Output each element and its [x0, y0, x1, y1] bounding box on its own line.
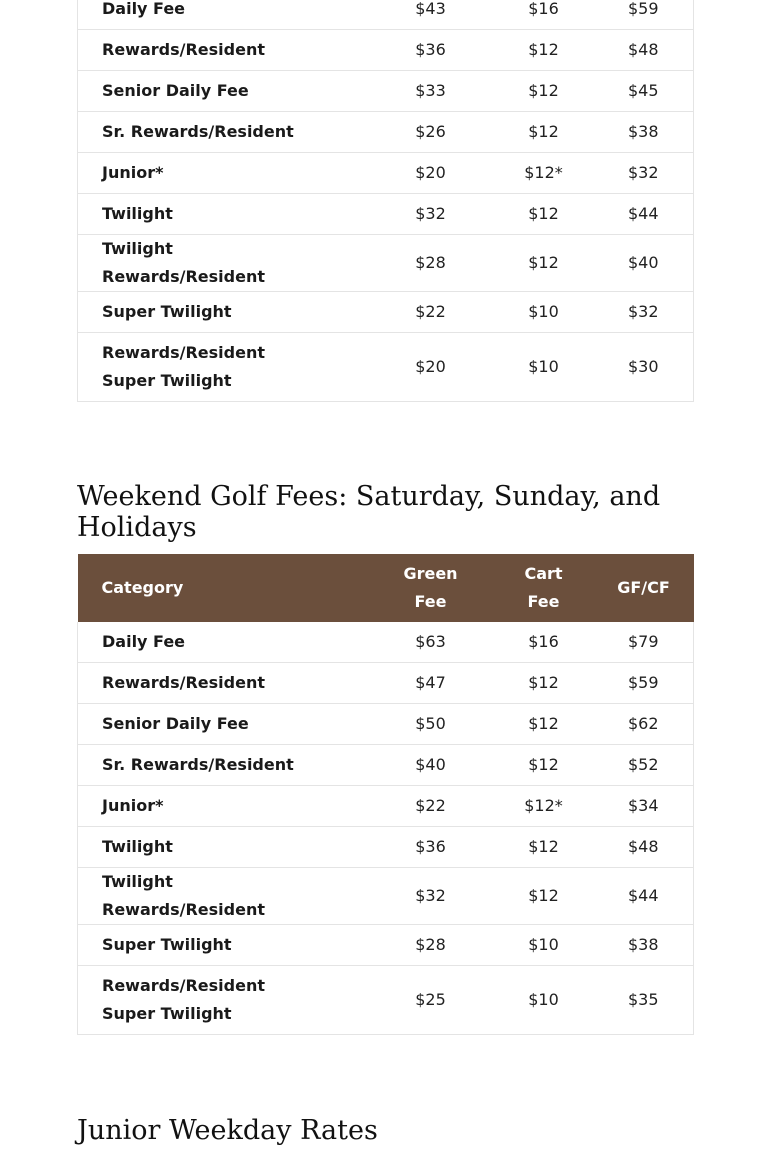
weekend-section-title: Weekend Golf Fees: Saturday, Sunday, and Holidays: [77, 481, 661, 543]
category-cell: [78, 827, 368, 868]
header-green-fee: Green Fee: [403, 564, 458, 611]
category-label: Sr. Rewards/Resident: [102, 122, 294, 141]
category-label: Senior Daily Fee: [102, 714, 249, 733]
cart-fee-cell: $12: [528, 886, 559, 905]
gf-cf-cell: $62: [627, 714, 659, 733]
category-label: Rewards/Resident: [102, 673, 265, 692]
table-row: [78, 292, 694, 333]
cart-fee-cell: $10: [528, 935, 559, 954]
cart-fee-cell: $12*: [524, 163, 563, 182]
green-fee-cell: $32: [415, 886, 446, 905]
cart-fee-cell: $12: [528, 714, 559, 733]
category-cell: [78, 925, 368, 966]
category-cell: [78, 745, 368, 786]
category-cell: [78, 153, 368, 194]
green-fee-cell: $36: [415, 40, 446, 59]
weekend-fees-table: [77, 554, 694, 1035]
gf-cf-cell: $59: [627, 0, 659, 18]
category-cell: [78, 786, 368, 827]
category-label: Super Twilight: [102, 302, 232, 321]
category-cell: [78, 663, 368, 704]
cart-fee-cell: $12: [528, 122, 559, 141]
green-fee-cell: $22: [415, 302, 446, 321]
gf-cf-cell: $44: [627, 886, 659, 905]
cart-fee-cell: $16: [528, 0, 559, 18]
category-label: Rewards/Resident Super Twilight: [102, 343, 265, 390]
green-fee-cell: $25: [415, 990, 446, 1009]
green-fee-cell: $28: [415, 935, 446, 954]
green-fee-cell: $28: [415, 253, 446, 272]
category-label: Junior*: [102, 796, 164, 815]
cart-fee-cell: $16: [528, 632, 559, 651]
gf-cf-cell: $34: [627, 796, 659, 815]
green-fee-cell: $63: [415, 632, 446, 651]
cart-fee-cell: $12: [528, 673, 559, 692]
gf-cf-cell: $40: [627, 253, 659, 272]
table-row: [78, 786, 694, 827]
category-cell: [78, 30, 368, 71]
table-header-row: [78, 554, 694, 622]
cart-fee-cell: $12: [528, 253, 559, 272]
table-row: [78, 745, 694, 786]
category-cell: [78, 292, 368, 333]
green-fee-cell: $22: [415, 796, 446, 815]
category-label: Senior Daily Fee: [102, 81, 249, 100]
table-row: [78, 966, 694, 1035]
category-label: Twilight Rewards/Resident: [102, 872, 265, 919]
gf-cf-cell: $52: [627, 755, 659, 774]
table-row: [78, 663, 694, 704]
green-fee-cell: $26: [415, 122, 446, 141]
gf-cf-cell: $38: [627, 935, 659, 954]
cart-fee-cell: $12: [528, 837, 559, 856]
category-cell: [78, 868, 368, 925]
weekday-fees-body: [78, 0, 694, 402]
cart-fee-cell: $12: [528, 40, 559, 59]
table-row: [78, 925, 694, 966]
category-label: Twilight Rewards/Resident: [102, 239, 265, 286]
green-fee-cell: $50: [415, 714, 446, 733]
table-row: [78, 235, 694, 292]
category-cell: [78, 622, 368, 663]
gf-cf-cell: $38: [627, 122, 659, 141]
green-fee-cell: $32: [415, 204, 446, 223]
header-cart-fee: Cart Fee: [524, 564, 563, 611]
category-label: Daily Fee: [102, 632, 186, 651]
table-row: [78, 153, 694, 194]
gf-cf-cell: $44: [627, 204, 659, 223]
cart-fee-cell: $10: [528, 302, 559, 321]
header-gf-cf: GF/CF: [617, 578, 670, 597]
table-row: [78, 704, 694, 745]
green-fee-cell: $33: [415, 81, 446, 100]
green-fee-cell: $20: [415, 357, 446, 376]
table-row: [78, 0, 694, 30]
table-row: [78, 71, 694, 112]
cart-fee-cell: $12: [528, 81, 559, 100]
green-fee-cell: $47: [415, 673, 446, 692]
gf-cf-cell: $48: [627, 837, 659, 856]
junior-section-title: Junior Weekday Rates: [77, 1115, 378, 1146]
header-category: Category: [101, 578, 184, 597]
category-label: Daily Fee: [102, 0, 186, 18]
category-cell: [78, 194, 368, 235]
cart-fee-cell: $12*: [524, 796, 563, 815]
gf-cf-cell: $35: [627, 990, 659, 1009]
table-row: [78, 622, 694, 663]
cart-fee-cell: $10: [528, 990, 559, 1009]
table-row: [78, 827, 694, 868]
category-label: Twilight: [102, 837, 173, 856]
weekday-fees-table: [77, 0, 694, 402]
category-label: Super Twilight: [102, 935, 232, 954]
cart-fee-cell: $10: [528, 357, 559, 376]
cart-fee-cell: $12: [528, 755, 559, 774]
category-cell: [78, 112, 368, 153]
category-cell: [78, 235, 368, 292]
category-label: Junior*: [102, 163, 164, 182]
category-label: Sr. Rewards/Resident: [102, 755, 294, 774]
gf-cf-cell: $45: [627, 81, 659, 100]
green-fee-cell: $40: [415, 755, 446, 774]
green-fee-cell: $20: [415, 163, 446, 182]
category-cell: [78, 71, 368, 112]
category-label: Twilight: [102, 204, 173, 223]
table-row: [78, 194, 694, 235]
gf-cf-cell: $59: [627, 673, 659, 692]
category-label: Rewards/Resident Super Twilight: [102, 976, 265, 1023]
table-row: [78, 868, 694, 925]
table-row: [78, 112, 694, 153]
table-row: [78, 333, 694, 402]
weekend-fees-body: [78, 622, 694, 1035]
category-cell: [78, 704, 368, 745]
category-cell: [78, 0, 368, 30]
gf-cf-cell: $32: [627, 302, 659, 321]
category-cell: [78, 333, 368, 402]
table-row: [78, 30, 694, 71]
gf-cf-cell: $79: [627, 632, 659, 651]
gf-cf-cell: $30: [627, 357, 659, 376]
green-fee-cell: $43: [415, 0, 446, 18]
gf-cf-cell: $32: [627, 163, 659, 182]
category-cell: [78, 966, 368, 1035]
category-label: Rewards/Resident: [102, 40, 265, 59]
green-fee-cell: $36: [415, 837, 446, 856]
cart-fee-cell: $12: [528, 204, 559, 223]
gf-cf-cell: $48: [627, 40, 659, 59]
